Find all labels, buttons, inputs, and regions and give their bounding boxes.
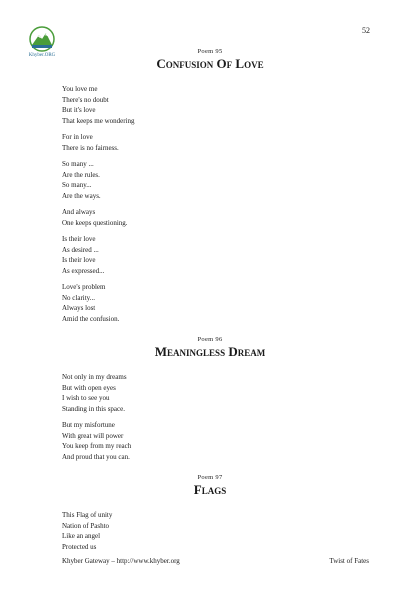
- poem-line: Protected us: [62, 542, 97, 551]
- poem-stanza: [62, 510, 358, 552]
- poem-stanza: [62, 372, 358, 414]
- poem-line: There's no doubt: [62, 95, 109, 104]
- poem-title: Flags: [193, 482, 227, 497]
- poem-line: And always: [62, 208, 96, 216]
- poem-line: But with open eyes: [62, 383, 116, 392]
- logo-caption: Khyber.ORG: [28, 53, 56, 58]
- poem-line: Are the ways.: [62, 191, 101, 200]
- poem-stanza: [62, 420, 358, 462]
- poem-line: Is their love: [62, 235, 96, 243]
- footer-source: Khyber Gateway – http://www.khyber.org: [62, 557, 180, 565]
- poem-stanza: [62, 132, 358, 153]
- poem-line: You love me: [62, 85, 98, 93]
- poem-label: Poem 97: [197, 474, 223, 481]
- poem-line: As expressed...: [62, 266, 105, 275]
- poem-stanza: [62, 207, 358, 228]
- poem-line: So many ...: [62, 160, 94, 168]
- poem-line: Not only in my dreams: [62, 373, 127, 381]
- poem-line: But it's love: [62, 106, 96, 114]
- poem-line: Amid the confusion.: [62, 314, 120, 323]
- poem-line: Always lost: [62, 304, 96, 312]
- khyber-mountain-logo-icon: [29, 26, 55, 52]
- poem-line: That keeps me wondering: [62, 116, 135, 125]
- poem-line: And proud that you can.: [62, 452, 130, 461]
- page-footer: [62, 557, 369, 565]
- poem-line: So many...: [62, 181, 92, 189]
- footer-book-title: Twist of Fates: [329, 557, 369, 565]
- poem-stanza: [62, 234, 358, 276]
- poem-line: For in love: [62, 133, 93, 141]
- site-logo: [24, 26, 60, 58]
- poem-stanza: [62, 159, 358, 201]
- poem-line: Standing in this space.: [62, 404, 125, 413]
- poem-line: Like an angel: [62, 532, 101, 540]
- poems-container: [62, 48, 358, 564]
- poem-stanza: [62, 84, 358, 126]
- poem-line: You keep from my reach: [62, 442, 132, 450]
- poem-line: With great will power: [62, 431, 124, 440]
- poem-line: Are the rules.: [62, 170, 100, 179]
- poem-label: Poem 96: [197, 336, 223, 343]
- poem-stanza: [62, 282, 358, 324]
- poem-line: There is no fairness.: [62, 143, 119, 152]
- poem-title: Meaningless Dream: [154, 344, 266, 359]
- poem-line: No clarity...: [62, 293, 95, 302]
- poem-line: Love's problem: [62, 283, 106, 291]
- poem-line: This Flag of unity: [62, 511, 113, 519]
- page-number: 52: [362, 26, 370, 35]
- poem-line: Is their love: [62, 256, 96, 264]
- poem-title: Confusion Of Love: [156, 56, 264, 71]
- poem-line: Nation of Pashto: [62, 521, 110, 530]
- poem-line: One keeps questioning.: [62, 218, 128, 227]
- poem-line: As desired ...: [62, 245, 99, 254]
- poem-line: But my misfortune: [62, 421, 115, 429]
- poem-line: I wish to see you: [62, 394, 110, 402]
- poem-label: Poem 95: [197, 48, 223, 55]
